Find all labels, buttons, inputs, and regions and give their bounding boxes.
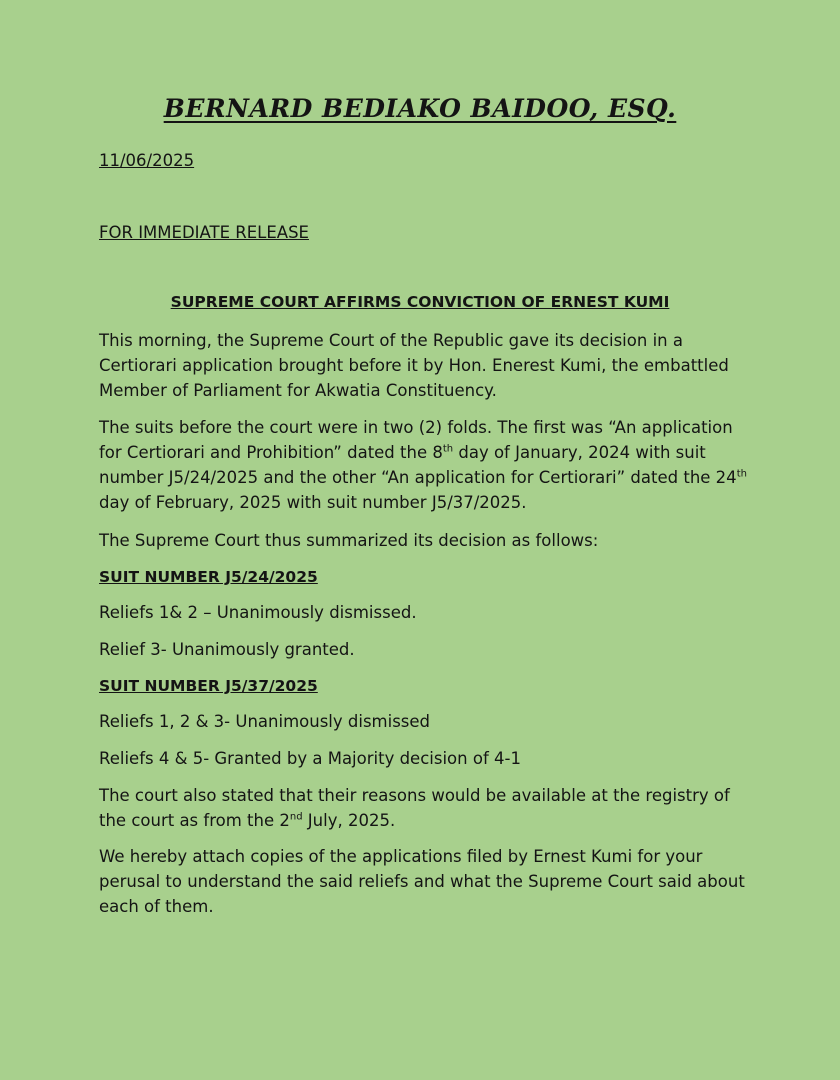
suits-line-4: day of February, 2025 with suit number J5/37/2025. — [99, 493, 527, 512]
closing-paragraph — [99, 844, 759, 919]
reasons-line-2-text-b: July, 2025. — [302, 811, 396, 830]
press-headline: SUPREME COURT AFFIRMS CONVICTION OF ERNEST KUMI — [170, 293, 670, 311]
suit-1-heading: SUIT NUMBER J5/24/2025 — [99, 568, 318, 586]
summary-intro: The Supreme Court thus summarized its decision as follows: — [99, 531, 599, 550]
release-label: FOR IMMEDIATE RELEASE — [99, 223, 309, 242]
suit-1-relief-a: Reliefs 1& 2 – Unanimously dismissed. — [99, 603, 417, 622]
ordinal-suffix: th — [442, 443, 454, 455]
suit-2-relief-a: Reliefs 1, 2 & 3- Unanimously dismissed — [99, 712, 431, 731]
suit-2-heading: SUIT NUMBER J5/37/2025 — [99, 677, 318, 695]
ordinal-suffix: nd — [289, 811, 303, 823]
letterhead-name: BERNARD BEDIAKO BAIDOO, ESQ. — [163, 94, 677, 123]
suits-line-2-text-b: day of January, 2024 with suit — [453, 443, 706, 462]
suits-line-3 — [99, 465, 759, 490]
reasons-line-1: The court also stated that their reasons would be available at the registry of — [99, 786, 730, 805]
suits-line-1: The suits before the court were in two (2) folds. The first was “An application — [99, 418, 733, 437]
closing-line-1: We hereby attach copies of the applications filed by Ernest Kumi for your — [99, 847, 703, 866]
intro-paragraph — [99, 328, 759, 403]
closing-line-2: perusal to understand the said reliefs and what the Supreme Court said about — [99, 872, 745, 891]
reasons-line-2-text-a: the court as from the 2 — [99, 811, 290, 830]
suits-line-2 — [99, 440, 759, 465]
suits-line-2-text-a: for Certiorari and Prohibition” dated the 8 — [99, 443, 443, 462]
suit-1-relief-b: Relief 3- Unanimously granted. — [99, 640, 355, 659]
reasons-paragraph — [99, 783, 759, 833]
release-date: 11/06/2025 — [99, 151, 195, 170]
ordinal-suffix: th — [736, 468, 747, 480]
reasons-line-2 — [99, 808, 759, 833]
suits-line-3-text: number J5/24/2025 and the other “An application for Certiorari” dated the 24 — [99, 468, 737, 487]
intro-line-3: Member of Parliament for Akwatia Constituency. — [99, 381, 497, 400]
closing-line-3: each of them. — [99, 897, 214, 916]
intro-line-2: Certiorari application brought before it by Hon. Enerest Kumi, the embattled — [99, 356, 729, 375]
suit-2-relief-b: Reliefs 4 & 5- Granted by a Majority decision of 4-1 — [99, 749, 521, 768]
suits-paragraph — [99, 415, 759, 515]
intro-line-1: This morning, the Supreme Court of the Republic gave its decision in a — [99, 331, 683, 350]
